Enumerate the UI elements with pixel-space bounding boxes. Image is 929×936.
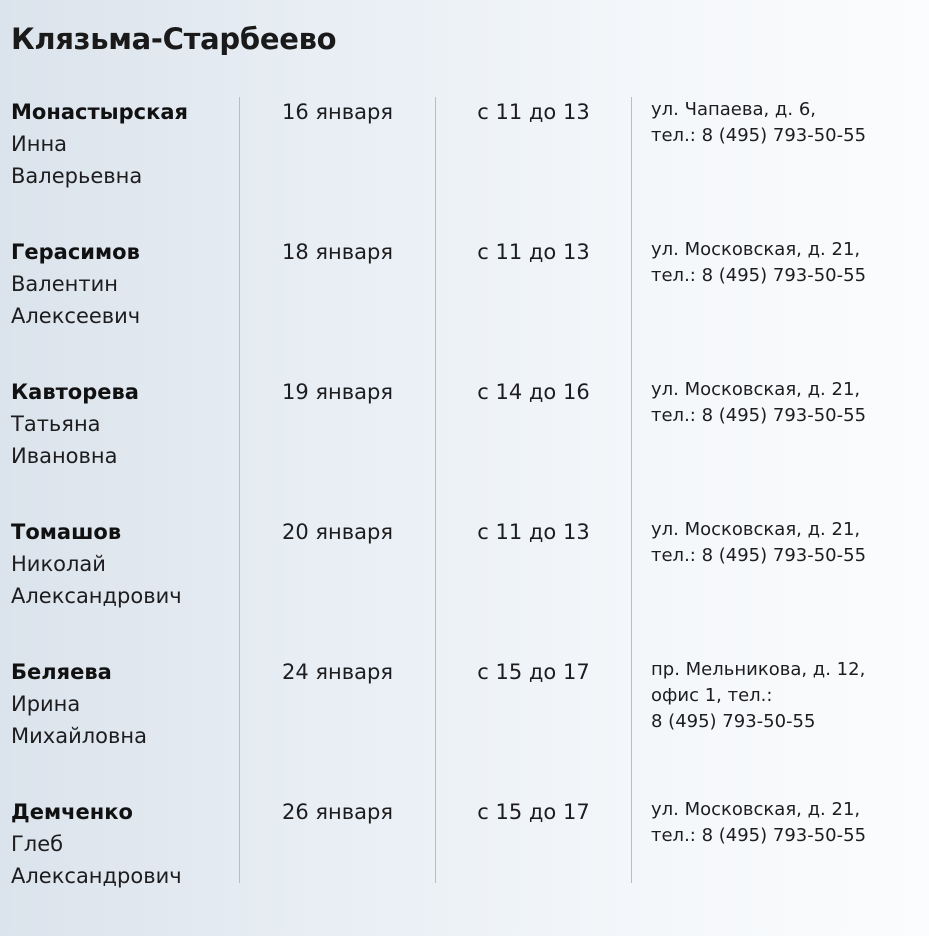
reception-date: 19 января xyxy=(282,380,393,404)
reception-date: 26 января xyxy=(282,800,393,824)
deputy-name xyxy=(11,96,233,192)
deputy-patronymic: Александрович xyxy=(11,864,182,888)
reception-address xyxy=(651,376,921,429)
reception-time: с 14 до 16 xyxy=(477,380,590,404)
table-row xyxy=(0,376,929,516)
deputy-patronymic: Александрович xyxy=(11,584,182,608)
page-title: Клязьма-Старбеево xyxy=(11,22,337,56)
table-row xyxy=(0,656,929,796)
deputy-given-name: Ирина xyxy=(11,692,81,716)
deputy-patronymic: Алексеевич xyxy=(11,304,141,328)
table-row xyxy=(0,796,929,936)
reception-date: 18 января xyxy=(282,240,393,264)
deputy-given-name: Татьяна xyxy=(11,412,101,436)
deputy-patronymic: Валерьевна xyxy=(11,164,143,188)
address-line: пр. Мельникова, д. 12, xyxy=(651,659,866,680)
reception-date: 16 января xyxy=(282,100,393,124)
address-line: тел.: 8 (495) 793-50-55 xyxy=(651,265,867,286)
deputy-name xyxy=(11,656,233,752)
reception-time: с 15 до 17 xyxy=(477,800,590,824)
deputy-name xyxy=(11,236,233,332)
deputy-surname: Монастырская xyxy=(11,100,189,124)
address-line: 8 (495) 793-50-55 xyxy=(651,711,816,732)
address-line: ул. Московская, д. 21, xyxy=(651,519,861,540)
deputy-given-name: Инна xyxy=(11,132,68,156)
reception-address xyxy=(651,796,921,849)
reception-schedule-table xyxy=(0,96,929,936)
reception-address xyxy=(651,96,921,149)
reception-time: с 11 до 13 xyxy=(477,240,590,264)
deputy-surname: Демченко xyxy=(11,800,133,824)
deputy-surname: Герасимов xyxy=(11,240,140,264)
address-line: тел.: 8 (495) 793-50-55 xyxy=(651,825,867,846)
deputy-given-name: Валентин xyxy=(11,272,118,296)
address-line: ул. Московская, д. 21, xyxy=(651,239,861,260)
reception-address xyxy=(651,656,921,735)
address-line: тел.: 8 (495) 793-50-55 xyxy=(651,125,867,146)
reception-time: с 15 до 17 xyxy=(477,660,590,684)
reception-date: 20 января xyxy=(282,520,393,544)
address-line: тел.: 8 (495) 793-50-55 xyxy=(651,545,867,566)
deputy-patronymic: Ивановна xyxy=(11,444,118,468)
address-line: ул. Московская, д. 21, xyxy=(651,799,861,820)
address-line: ул. Чапаева, д. 6, xyxy=(651,99,816,120)
deputy-given-name: Глеб xyxy=(11,832,64,856)
table-row xyxy=(0,96,929,236)
deputy-name xyxy=(11,376,233,472)
deputy-name xyxy=(11,516,233,612)
reception-time: с 11 до 13 xyxy=(477,100,590,124)
reception-address xyxy=(651,236,921,289)
reception-address xyxy=(651,516,921,569)
address-line: тел.: 8 (495) 793-50-55 xyxy=(651,405,867,426)
table-row xyxy=(0,516,929,656)
deputy-surname: Беляева xyxy=(11,660,112,684)
address-line: ул. Московская, д. 21, xyxy=(651,379,861,400)
reception-time: с 11 до 13 xyxy=(477,520,590,544)
deputy-given-name: Николай xyxy=(11,552,106,576)
reception-date: 24 января xyxy=(282,660,393,684)
address-line: офис 1, тел.: xyxy=(651,685,773,706)
deputy-name xyxy=(11,796,233,892)
deputy-patronymic: Михайловна xyxy=(11,724,147,748)
deputy-surname: Кавторева xyxy=(11,380,139,404)
deputy-surname: Томашов xyxy=(11,520,122,544)
table-row xyxy=(0,236,929,376)
